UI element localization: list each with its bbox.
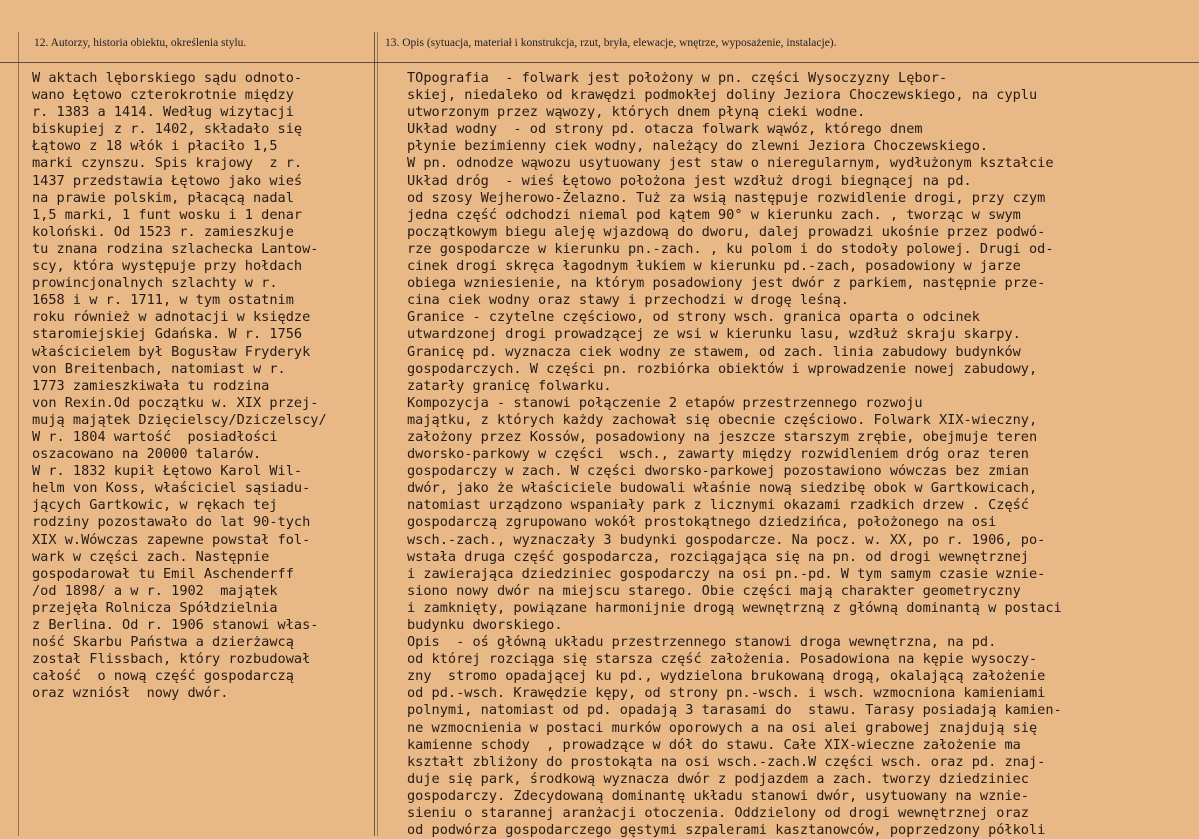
text-line: W aktach lęborskiego sądu odnoto- [32, 70, 303, 86]
text-line: przejęła Rolnicza Spółdzielnia [32, 599, 278, 616]
text-line: W r. 1832 kupił Łętowo Karol Wil- [32, 463, 303, 480]
text-line: scy, która występuje przy hołdach [32, 258, 303, 275]
text-line: założony przez Kossów, posadowiony na jeszcze starszym zrębie, obejmuje teren [407, 428, 1038, 445]
text-line: gospodarował tu Emil Aschenderff [32, 565, 294, 582]
text-line: tu znana rodzina szlachecka Lantow- [32, 240, 319, 257]
text-line: rodziny pozostawało do lat 90-tych [32, 514, 311, 531]
text-line: dwór, jako że właściciele budowali właśnie nową siedzibę obok w Gartkowicach, [407, 480, 1038, 497]
text-line: natomiast urządzono wspaniały park z licznymi okazami rzadkich drzew . Część [407, 497, 1029, 514]
header-rule [0, 62, 1199, 63]
text-line: został Flissbach, który rozbudował [32, 651, 311, 668]
text-line: budynku dworskiego. [407, 617, 563, 633]
text-line: utwardzonej drogi prowadzącej ze wsi w kierunku lasu, wzdłuż skraju skarpy. [407, 326, 1021, 343]
text-line: mują majątek Dzięcielscy/Dziczelscy/ [32, 411, 327, 428]
text-line: koloński. Od 1523 r. zamieszkuje [32, 223, 294, 240]
text-line: jących Gartkowic, w rękach tej [32, 497, 278, 514]
text-line: /od 1898/ a w r. 1902 majątek [32, 582, 278, 599]
text-line: wark w części zach. Następnie [32, 548, 270, 565]
text-line: sieniu o starannej aranżacji otoczenia. Oddzielony od drogi wewnętrznej oraz [407, 805, 1029, 822]
left-margin-line [18, 32, 19, 836]
text-line: ność Skarbu Państwa a dzierżawcą [32, 634, 294, 651]
text-line: od pd.-wsch. Krawędzie kępy, od strony pn.-wsch. i wsch. wzmocniona kamieniami [407, 685, 1046, 702]
text-line: cinek drogi skręca łagodnym łukiem w kierunku pd.-zach, posadowiony w jarze [407, 258, 1021, 275]
text-line: r. 1383 a 1414. Według wizytacji [32, 104, 294, 121]
text-line: od podwórza gospodarczego gęstymi szpalerami kasztanowców, poprzedzony półkoli [407, 822, 1046, 839]
text-line: płynie bezimienny ciek wodny, należący do zlewni Jeziora Choczewskiego. [407, 138, 989, 155]
text-line: von Breitenbach, natomiast w r. [32, 360, 286, 377]
text-line: i zawierająca dziedziniec gospodarczy na osi pn.-pd. W tym samym czasie wznie- [407, 565, 1046, 582]
description-column [407, 70, 1197, 839]
text-line: kształt zbliżony do prostokąta na osi wsch.-zach.W części wsch. oraz pd. znaj- [407, 753, 1046, 770]
text-line: TOpografia - folwark jest położony w pn. części Wysoczyzny Lębor- [407, 70, 948, 86]
text-line: 1773 zamieszkiwała tu rodzina [32, 377, 270, 394]
text-line: duje się park, środkową wyznacza dwór z podjazdem a zach. tworzy dziedziniec [407, 770, 1029, 787]
text-line: 1,5 marki, 1 funt wosku i 1 denar [32, 206, 303, 223]
text-line: wsch.-zach., wyznaczały 3 budynki gospodarcze. Na pocz. w. XX, po r. 1906, po- [407, 531, 1046, 548]
text-line: oraz wzniósł nowy dwór. [32, 685, 229, 702]
text-line: wano Łętowo czterokrotnie między [32, 87, 294, 104]
column-divider [374, 32, 375, 836]
text-line: staromiejskiej Gdańska. W r. 1756 [32, 326, 303, 343]
text-line: całość o nową część gospodarczą [32, 668, 294, 685]
text-line: od której rozciąga się starsza część założenia. Posadowiona na kępie wysoczy- [407, 651, 1038, 668]
text-line: Kompozycja - stanowi połączenie 2 etapów przestrzennego rozwoju [407, 394, 923, 411]
text-line: początkowym biegu aleję wjazdową do dworu, dalej prowadzi ukośnie przez podwó- [407, 223, 1046, 240]
text-line: majątku, z których każdy zachował się obecnie częściowo. Folwark XIX-wieczny, [407, 411, 1038, 428]
header-description: 13. Opis (sytuacja, materiał i konstrukcja, rzut, bryła, elewacje, wnętrze, wyposażenie, instalacje). [385, 37, 837, 49]
text-line: od szosy Wejherowo-Żelazno. Tuż za wsią następuje rozwidlenie drogi, przy czym [407, 189, 1046, 206]
text-line: polnymi, natomiast od pd. opadają 3 tarasami do stawu. Tarasy posiadają kamien- [407, 702, 1062, 719]
text-line: jedna część odchodzi niemal pod kątem 90° w kierunku zach. , tworząc w swym [407, 206, 1021, 223]
text-line: skiej, niedaleko od krawędzi podmokłej doliny Jeziora Choczewskiego, na cyplu [407, 87, 1038, 104]
text-line: marki czynszu. Spis krajowy z r. [32, 155, 303, 172]
text-line: gospodarczy. Zdecydowaną dominantę układu stanowi dwór, usytuowany na wznie- [407, 787, 1029, 804]
text-line: kamienne schody , prowadzące w dół do stawu. Całe XIX-wieczne założenie ma [407, 736, 1021, 753]
text-line: cina ciek wodny oraz stawy i przechodzi w drogę leśną. [407, 292, 849, 309]
text-line: biskupiej z r. 1402, składało się [32, 121, 303, 138]
text-line: właścicielem był Bogusław Fryderyk [32, 343, 311, 360]
column-divider-shadow [377, 32, 378, 836]
text-line: utworzonym przez wąwozy, których dnem płyną cieki wodne. [407, 104, 866, 121]
text-line: roku również w adnotacji w księdze [32, 309, 311, 326]
text-line: i zamknięty, powiązane harmonijnie drogą wewnętrzną z główną dominantą w postaci [407, 599, 1062, 616]
text-line: von Rexin.Od początku w. XIX przej- [32, 394, 319, 411]
text-line: rze gospodarcze w kierunku pn.-zach. , ku polom i do stodoły polowej. Drugi od- [407, 240, 1054, 257]
history-column [32, 70, 370, 702]
text-line: Układ wodny - od strony pd. otacza folwark wąwóz, którego dnem [407, 121, 923, 138]
text-line: W r. 1804 wartość posiadłości [32, 428, 278, 445]
text-line: obiega wzniesienie, na którym posadowiony jest dwór z parkiem, następnie prze- [407, 275, 1046, 292]
text-line: prowincjonalnych szlachty w r. [32, 275, 278, 292]
text-line: zny stromo opadającej ku pd., wydzielona brukowaną drogą, okalającą założenie [407, 668, 1046, 685]
text-line: na prawie polskim, płacącą nadal [32, 189, 294, 206]
text-line: Granicę pd. wyznacza ciek wodny ze stawem, od zach. linia zabudowy budynków [407, 343, 1021, 360]
text-line: 1658 i w r. 1711, w tym ostatnim [32, 292, 294, 309]
text-line: siono nowy dwór na miejscu starego. Obie części mają charakter geometryczny [407, 582, 1021, 599]
text-line: oszacowano na 20000 talarów. [32, 446, 262, 463]
text-line: gospodarczą zgrupowano wokół prostokątnego dziedzińca, położonego na osi [407, 514, 997, 531]
text-line: zatarły granicę folwarku. [407, 377, 612, 394]
text-line: Opis - oś główną układu przestrzennego stanowi droga wewnętrzna, na pd. [407, 634, 997, 651]
text-line: W pn. odnodze wąwozu usytuowany jest staw o nieregularnym, wydłużonym kształcie [407, 155, 1054, 172]
text-line: gospodarczych. W części pn. rozbiórka obiektów i wprowadzenie nowej zabudowy, [407, 360, 1038, 377]
header-authors-history: 12. Autorzy, historia obiektu, określenia stylu. [34, 37, 247, 49]
text-line: Układ dróg - wieś Łętowo położona jest wzdłuż drogi biegnącej na pd. [407, 172, 972, 189]
text-line: dworsko-parkowy w części wsch., zawarty między rozwidleniem dróg oraz teren [407, 446, 1029, 463]
text-line: ne wzmocnienia w postaci murków oporowych a na osi alei grabowej znajdują się [407, 719, 1038, 736]
text-line: gospodarczy w zach. W części dworsko-parkowej pozostawiono wówczas bez zmian [407, 463, 1029, 480]
text-line: Granice - czytelne częściowo, od strony wsch. granica oparta o odcinek [407, 309, 980, 326]
text-line: helm von Koss, właściciel sąsiadu- [32, 480, 311, 497]
text-line: 1437 przedstawia Łętowo jako wieś [32, 172, 303, 189]
text-line: Łątowo z 18 włók i płaciło 1,5 [32, 138, 278, 155]
text-line: XIX w.Wówczas zapewne powstał fol- [32, 531, 311, 548]
text-line: z Berlina. Od r. 1906 stanowi włas- [32, 617, 319, 633]
text-line: wstała druga część gospodarcza, rozciągająca się na pn. od drogi wewnętrznej [407, 548, 1029, 565]
